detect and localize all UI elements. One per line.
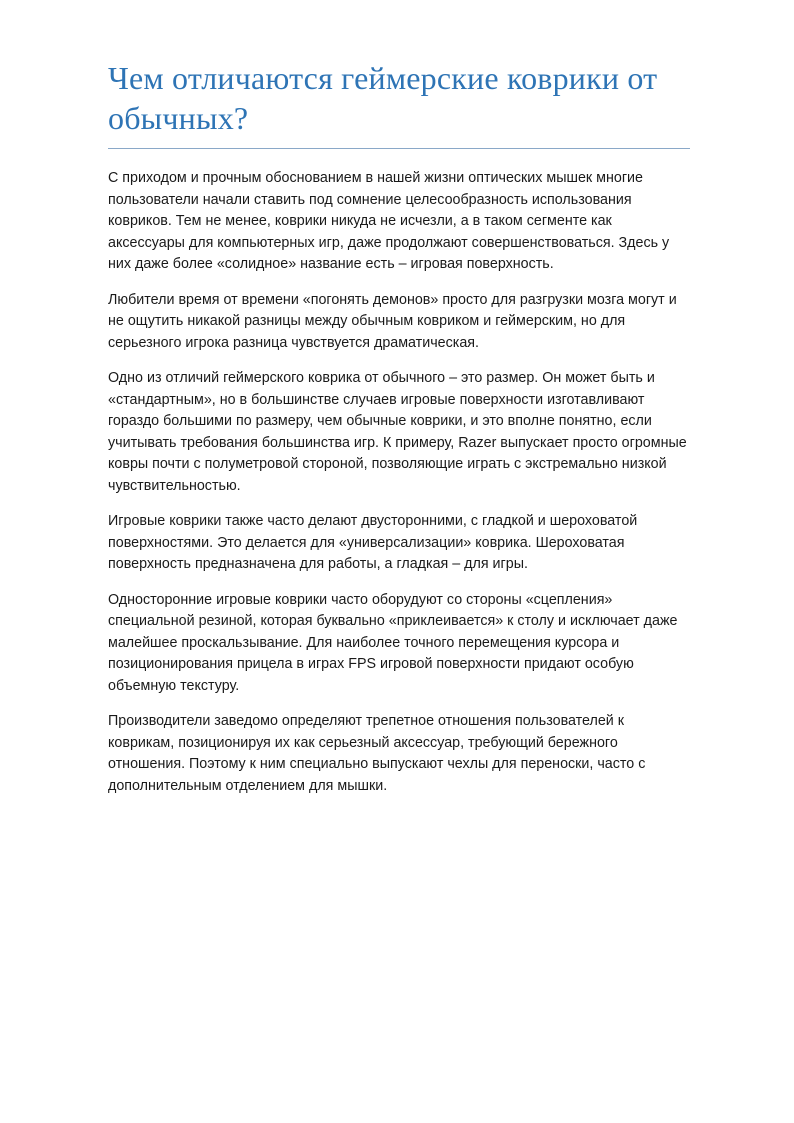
paragraph-4: Игровые коврики также часто делают двусторонними, с гладкой и шероховатой поверхностями. Это делается для «универсализации» коврика. Шероховатая поверхность предназначена для работы, а гладкая – для игры. — [108, 513, 638, 572]
document-title: Чем отличаются геймерские коврики от обычных? — [108, 60, 658, 136]
paragraph-6: Производители заведомо определяют трепетное отношения пользователей к коврикам, позиционируя их как серьезный аксессуар, требующий бережного отношения. Поэтому к ним специально выпускают чехлы для переноски, часто с дополнительным отделением для мышки. — [108, 713, 646, 794]
paragraph-1: С приходом и прочным обоснованием в нашей жизни оптических мышек многие пользователи начали ставить под сомнение целесообразность использования ковриков. Тем не менее, коврики никуда не исчезли, а в таком сегменте как аксессуары для компьютерных игр, даже продолжают совершенствоваться. Здесь у них даже более «солидное» название есть – игровая поверхность. — [108, 170, 670, 272]
paragraph-2: Любители время от времени «погонять демонов» просто для разгрузки мозга могут и не ощутить никакой разницы между обычным ковриком и геймерским, но для серьезного игрока разница чувствуется драматическая. — [108, 291, 677, 351]
title-rule — [108, 148, 690, 149]
paragraph-3: Одно из отличий геймерского коврика от обычного – это размер. Он может быть и «стандартным», но в большинстве случаев игровые поверхности изготавливают гораздо большими по размеру, чем обычные коврики, и это вполне понятно, если учитывать требования большинства игр. К примеру, Razer выпускает просто огромные ковры почти с полуметровой стороной, позволяющие играть с экстремально низкой чувствительностью. — [108, 370, 687, 494]
paragraph-5: Односторонние игровые коврики часто оборудуют со стороны «сцепления» специальной резиной, которая буквально «приклеивается» к столу и исключает даже малейшее проскальзывание. Для наиболее точного перемещения курсора и позиционирования прицела в играх FPS игровой поверхности придают особую объемную текстуру. — [108, 591, 678, 694]
